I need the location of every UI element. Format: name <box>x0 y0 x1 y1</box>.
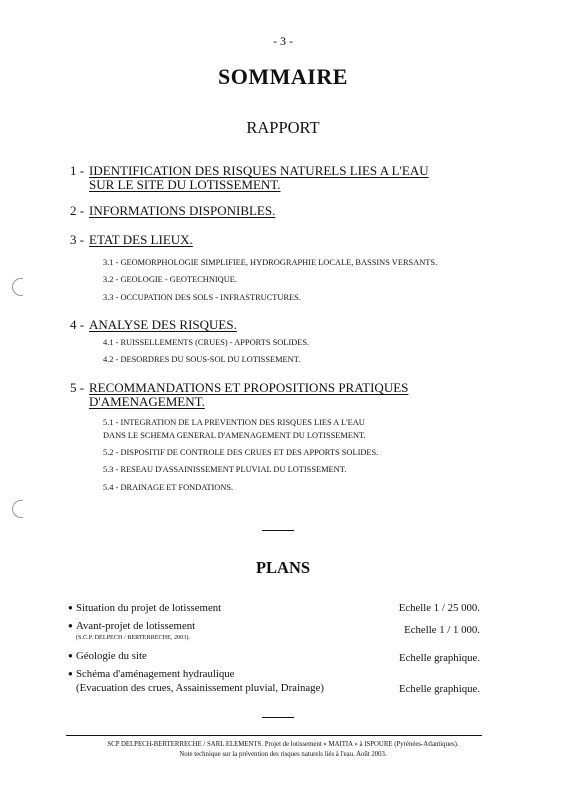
toc-subsection-5-1[interactable]: 5.1 - INTEGRATION DE LA PREVENTION DES RISQUES LIES A L'EAU <box>103 418 365 427</box>
plan-item-geologie[interactable] <box>68 650 147 662</box>
punch-hole-bottom <box>12 500 23 518</box>
plan-label-line2: (Evacuation des crues, Assainissement pluvial, Drainage) <box>76 682 324 694</box>
toc-section-2[interactable] <box>70 203 275 219</box>
bullet-icon: ● <box>68 651 73 660</box>
toc-section-number: 3 - <box>70 232 85 247</box>
toc-subsection-3-3[interactable]: 3.3 - OCCUPATION DES SOLS - INFRASTRUCTURES. <box>103 293 301 302</box>
plan-item-avant-projet[interactable] <box>68 620 195 632</box>
plan-scale: Echelle 1 / 1 000. <box>404 624 480 636</box>
plan-label: Schéma d'aménagement hydraulique <box>76 668 235 680</box>
plan-label: Avant-projet de lotissement <box>76 620 196 632</box>
plan-scale: Echelle graphique. <box>399 683 480 695</box>
toc-subsection-5-1-line2: DANS LE SCHEMA GENERAL D'AMENAGEMENT DU LOTISSEMENT. <box>103 431 366 440</box>
toc-section-title: IDENTIFICATION DES RISQUES NATURELS LIES A L'EAU <box>89 163 429 178</box>
toc-section-number: 5 - <box>70 380 85 395</box>
toc-section-title: INFORMATIONS DISPONIBLES. <box>89 203 276 218</box>
bullet-icon: ● <box>68 669 73 678</box>
divider-short <box>262 717 294 718</box>
plan-scale: Echelle 1 / 25 000. <box>398 602 480 614</box>
toc-subsection-5-2[interactable]: 5.2 - DISPOSITIF DE CONTROLE DES CRUES ET DES APPORTS SOLIDES. <box>103 448 379 457</box>
plan-note: (S.C.P. DELPECH / BERTERRECHE, 2003). <box>76 634 190 641</box>
section-heading-plans: PLANS <box>255 558 311 577</box>
plan-item-schema[interactable] <box>68 668 234 680</box>
toc-section-number: 2 - <box>70 203 85 218</box>
divider-short <box>262 530 294 531</box>
toc-subsection-5-3[interactable]: 5.3 - RESEAU D'ASSAINISSEMENT PLUVIAL DU LOTISSEMENT. <box>103 465 347 474</box>
footer-rule <box>66 735 482 736</box>
toc-section-title: ETAT DES LIEUX. <box>89 232 193 247</box>
toc-subsection-5-4[interactable]: 5.4 - DRAINAGE ET FONDATIONS. <box>103 483 234 492</box>
toc-subsection-4-1[interactable]: 4.1 - RUISSELLEMENTS (CRUES) - APPORTS SOLIDES. <box>103 338 310 347</box>
plan-label: Situation du projet de lotissement <box>76 602 222 614</box>
footer-line-2: Note technique sur la prévention des risques naturels liés à l'eau. Août 2003. <box>179 751 387 758</box>
toc-section-5-line2: D'AMENAGEMENT. <box>89 394 205 409</box>
plan-label: Géologie du site <box>76 650 147 662</box>
toc-subsection-3-1[interactable]: 3.1 - GEOMORPHOLOGIE SIMPLIFIEE, HYDROGRAPHIE LOCALE, BASSINS VERSANTS. <box>103 258 438 267</box>
toc-section-number: 1 - <box>70 163 85 178</box>
toc-section-4[interactable] <box>70 317 237 333</box>
toc-section-3[interactable] <box>70 232 193 248</box>
bullet-icon: ● <box>68 603 73 612</box>
punch-hole-top <box>12 278 23 296</box>
toc-section-title: RECOMMANDATIONS ET PROPOSITIONS PRATIQUES <box>89 380 409 395</box>
plan-item-situation[interactable] <box>68 602 221 614</box>
toc-subsection-4-2[interactable]: 4.2 - DESORDRES DU SOUS-SOL DU LOTISSEMENT. <box>103 355 301 364</box>
section-heading-rapport: RAPPORT <box>246 118 320 137</box>
bullet-icon: ● <box>68 621 73 630</box>
footer-line-1: SCP DELPECH-BERTERRECHE / SARL ELEMENTS. Projet de lotissement « MAITIA » à ISPOURE (Pyrénées-Atlantiques). <box>107 741 459 748</box>
toc-section-number: 4 - <box>70 317 85 332</box>
page-title: SOMMAIRE <box>218 64 348 89</box>
page-number: - 3 - <box>273 34 293 48</box>
toc-section-title: ANALYSE DES RISQUES. <box>89 317 237 332</box>
toc-subsection-3-2[interactable]: 3.2 - GEOLOGIE - GEOTECHNIQUE. <box>103 275 237 284</box>
toc-section-1-line2: SUR LE SITE DU LOTISSEMENT. <box>89 177 281 192</box>
plan-scale: Echelle graphique. <box>399 652 480 664</box>
